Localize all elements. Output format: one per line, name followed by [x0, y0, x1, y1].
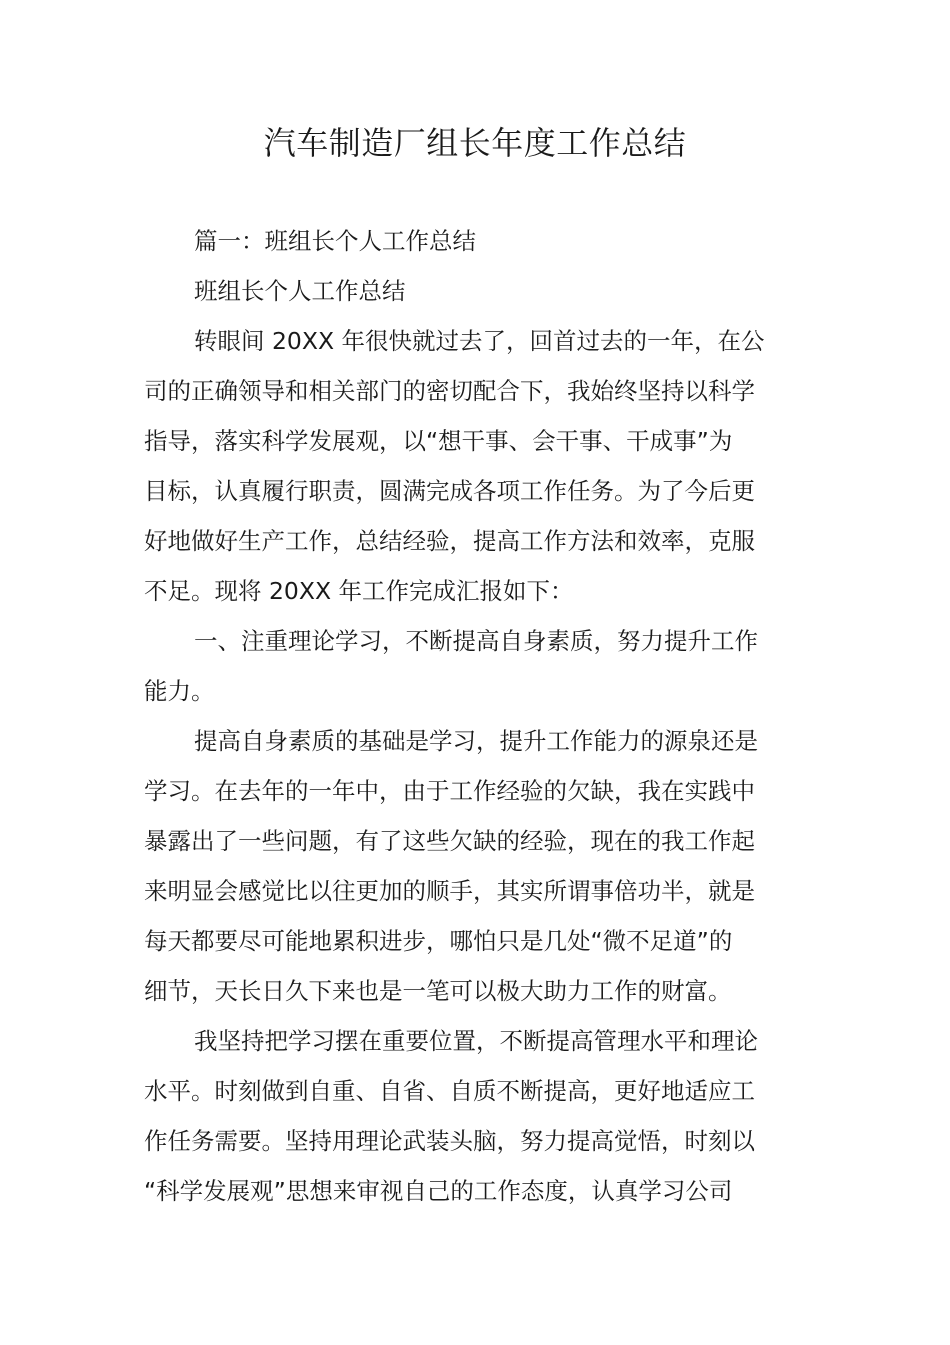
text-line: “科学发展观”思想来审视自己的工作态度，认真学习公司: [144, 1177, 733, 1205]
text-line: 指导，落实科学发展观，以“想干事、会干事、干成事”为: [144, 427, 733, 455]
text-line: 水平。时刻做到自重、自省、自质不断提高，更好地适应工: [144, 1077, 755, 1105]
text-line: 班组长个人工作总结: [194, 277, 406, 305]
text-line: 提高自身素质的基础是学习，提升工作能力的源泉还是: [194, 727, 758, 755]
text-line: 每天都要尽可能地累积进步，哪怕只是几处“微不足道”的: [144, 927, 733, 955]
text-line: 篇一：班组长个人工作总结: [194, 227, 476, 255]
text-line: 作任务需要。坚持用理论武装头脑，努力提高觉悟，时刻以: [144, 1127, 755, 1155]
text-line: 我坚持把学习摆在重要位置，不断提高管理水平和理论: [194, 1027, 758, 1055]
text-line: 细节，天长日久下来也是一笔可以极大助力工作的财富。: [144, 977, 732, 1005]
text-line: 来明显会感觉比以往更加的顺手，其实所谓事倍功半，就是: [144, 877, 755, 905]
text-line: 一、注重理论学习，不断提高自身素质，努力提升工作: [194, 627, 758, 655]
text-line: 好地做好生产工作，总结经验，提高工作方法和效率，克服: [144, 527, 755, 555]
document-body: [144, 216, 764, 1216]
text-line: 司的正确领导和相关部门的密切配合下，我始终坚持以科学: [144, 377, 755, 405]
text-line: 学习。在去年的一年中，由于工作经验的欠缺，我在实践中: [144, 777, 755, 805]
text-line: 目标，认真履行职责，圆满完成各项工作任务。为了今后更: [144, 477, 755, 505]
text-line: 转眼间 20XX 年很快就过去了，回首过去的一年，在公: [194, 327, 765, 355]
text-line: 能力。: [144, 677, 215, 705]
document-title: 汽车制造厂组长年度工作总结: [263, 124, 687, 162]
text-line: 暴露出了一些问题，有了这些欠缺的经验，现在的我工作起: [144, 827, 755, 855]
text-line: 不足。现将 20XX 年工作完成汇报如下：: [144, 577, 574, 605]
